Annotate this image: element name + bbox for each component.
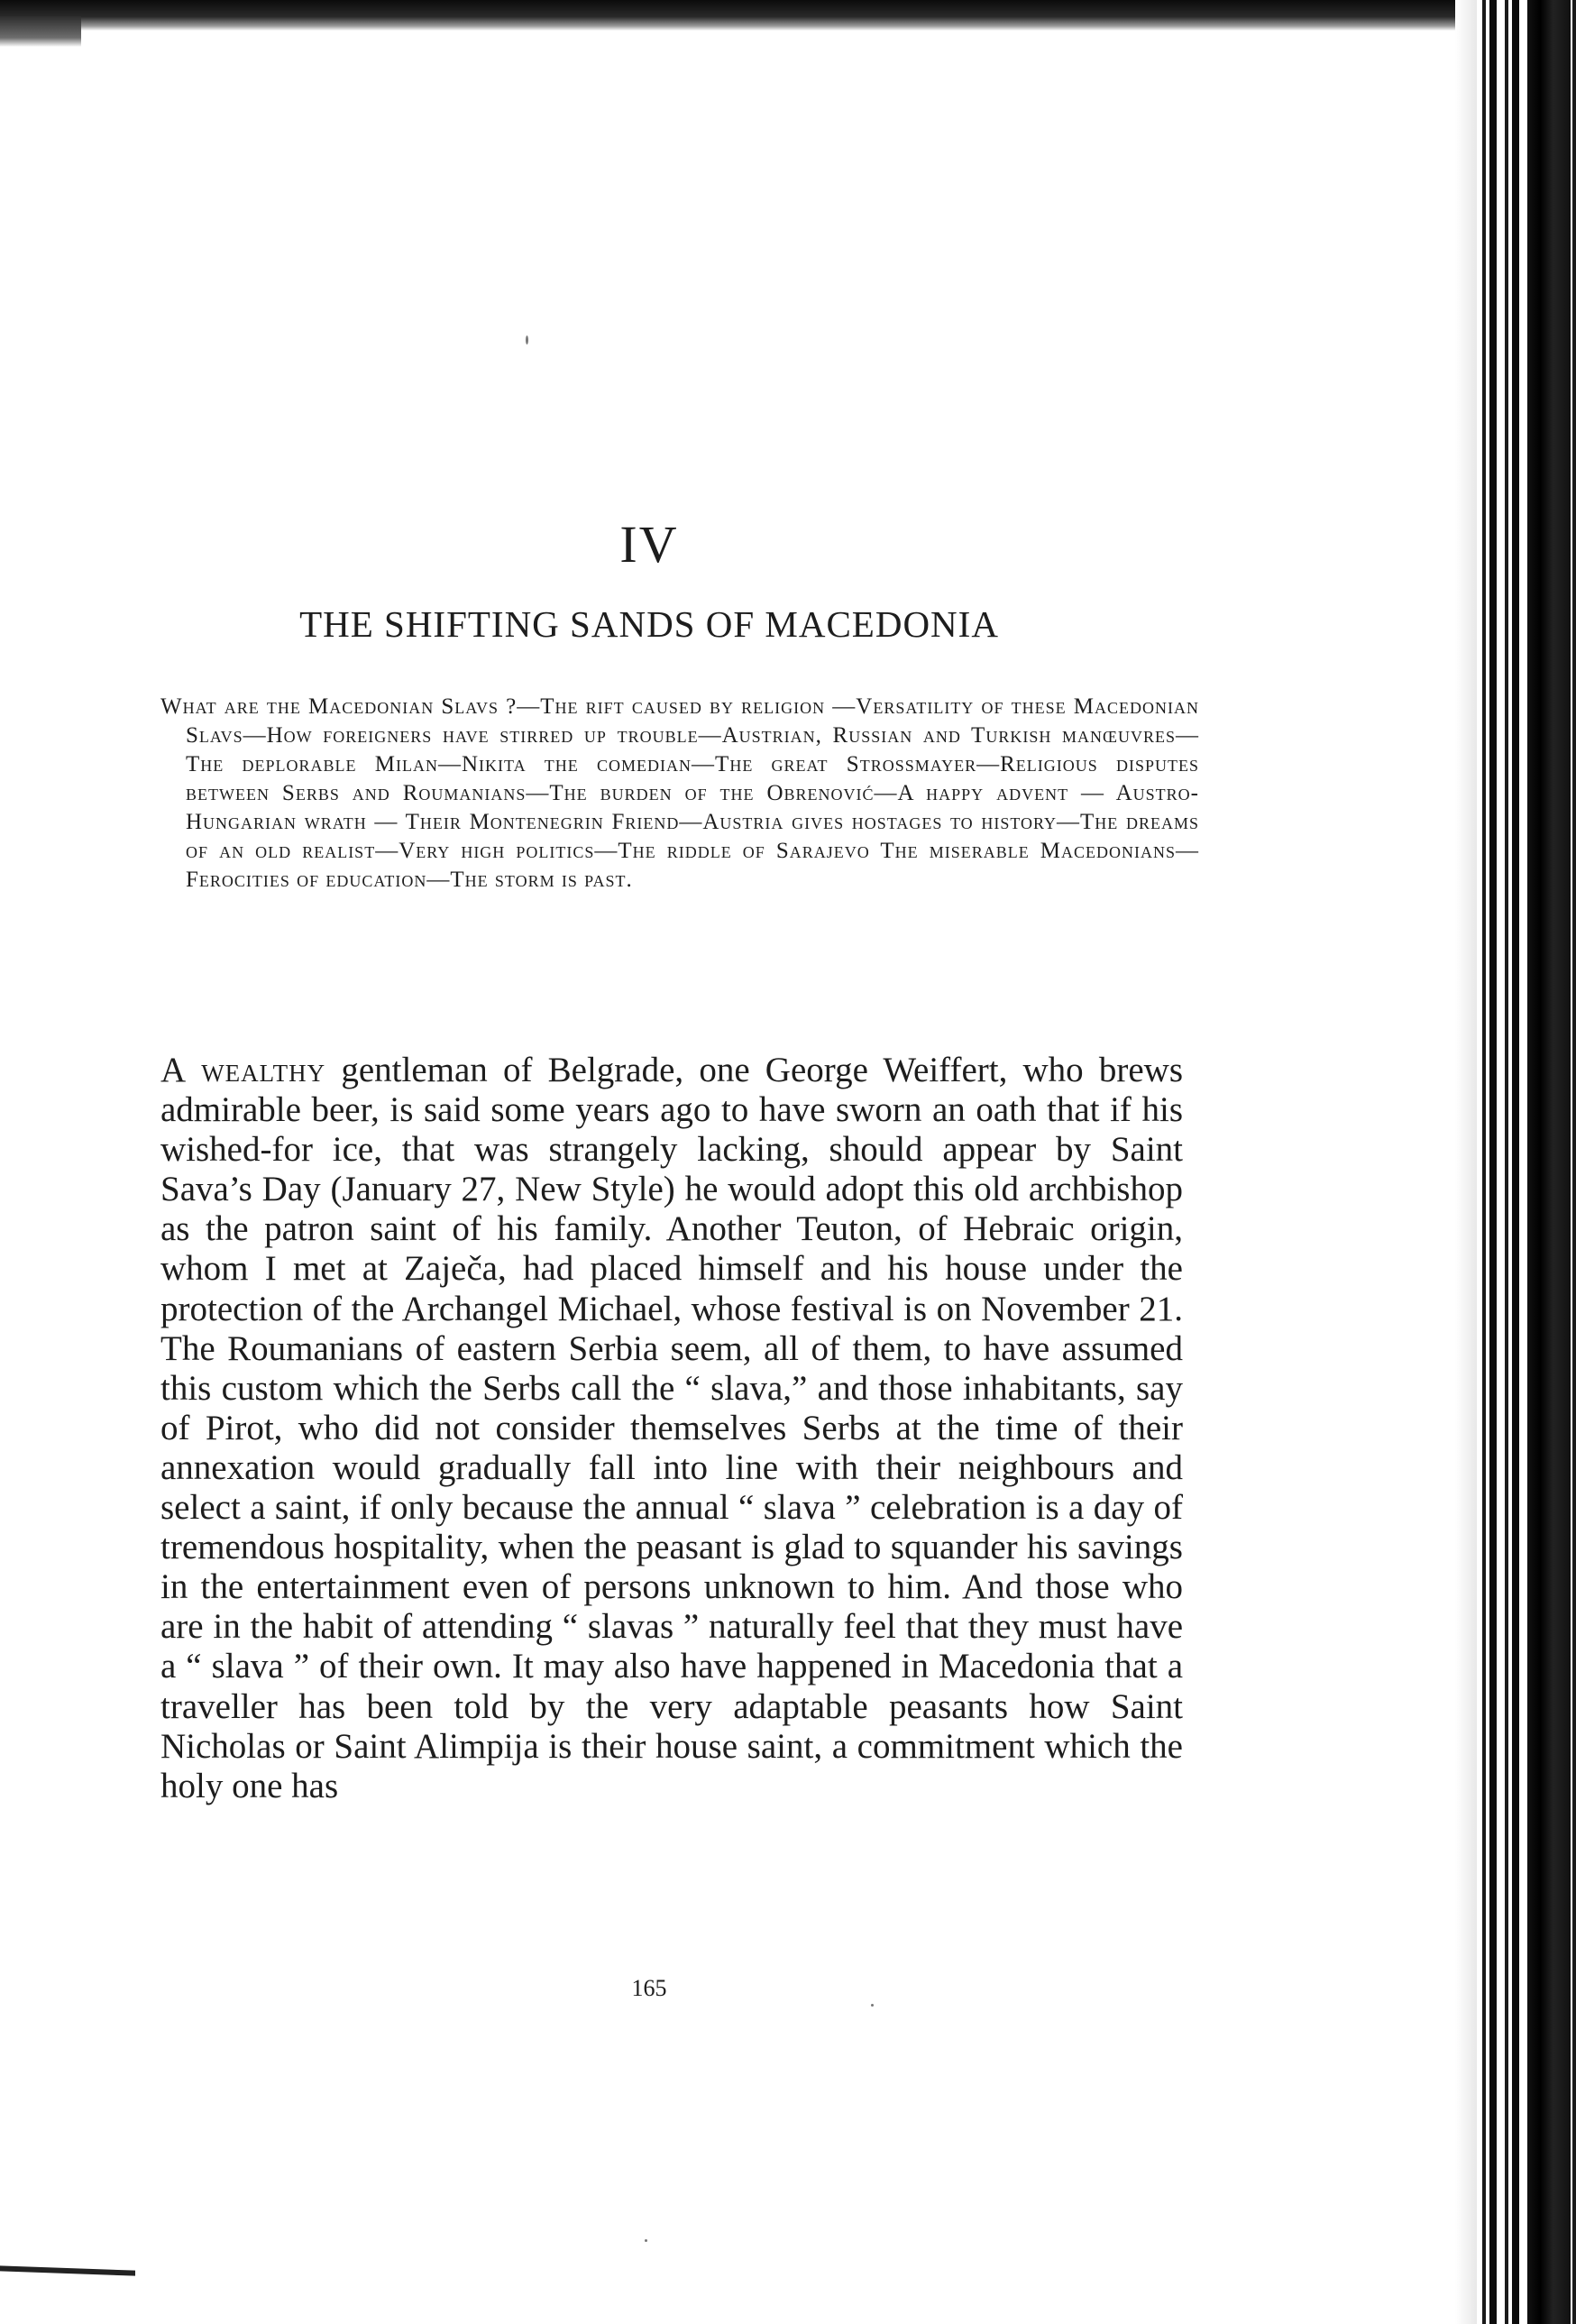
chapter-synopsis: What are the Macedonian Slavs ?—The rift caused by religion —Versatility of these Macedonian Slavs—How foreigners have stirred up trouble—Austrian, Russian and Turkish manœuvres—The deplorable Milan—Nikita the comedian—The great Strossmayer—Religious disputes between Serbs and Roumanians—The burden of the Obrenović—A happy advent — Austro-Hungarian wrath — Their Montenegrin Friend—Austria gives hostages to history—The dreams of an old realist—Very high politics—The riddle of Sarajevo The miserable Macedonians—Ferocities of education—The storm is past. [160, 694, 1199, 892]
scan-speck [645, 2239, 647, 2242]
page-binding-spine [1527, 0, 1571, 2324]
body-paragraph [160, 1051, 1183, 1806]
bottom-scan-mark [0, 2265, 135, 2275]
binding-shadow [1455, 0, 1477, 2324]
paragraph-text: gentleman of Belgrade, one George Weiffert, who brews admirable beer, is said some years ago to have sworn an oath that if his wished-for ice, that was strangely lacking, should appear by Saint Sava’s Day (January 27, New Style) he would adopt this old archbishop as the patron saint of his family. Another Teuton, of Hebraic origin, whom I met at Zaječa, had placed himself and his house under the protection of the Archangel Michael, whose festival is on November 21. The Roumanians of eastern Serbia seem, all of them, to have assumed this custom which the Serbs call the “ slava,” and those inhabitants, say of Pirot, who did not consider themselves Serbs at the time of their annexation would gradually fall into line with their neighbours and select a saint, if only because the annual “ slava ” celebration is a day of tremendous hospitality, when the peasant is glad to squander his savings in the entertainment even of persons unknown to him. And those who are in the habit of attending “ slavas ” naturally feel that they must have a “ slava ” of their own. It may also have happened in Macedonia that a traveller has been told by the very adaptable peasants how Saint Nicholas or Saint Alimpija is their house saint, a commitment which the holy one has [160, 1051, 1183, 1805]
scan-speck [871, 2004, 874, 2007]
chapter-number: IV [619, 515, 679, 574]
top-scan-edge-tab [0, 16, 81, 47]
scan-speck [526, 335, 528, 344]
paragraph-lead-words: A wealthy [160, 1051, 326, 1089]
page-number: 165 [631, 1975, 667, 2001]
top-scan-edge [0, 0, 1576, 31]
chapter-title: THE SHIFTING SANDS OF MACEDONIA [299, 603, 999, 645]
